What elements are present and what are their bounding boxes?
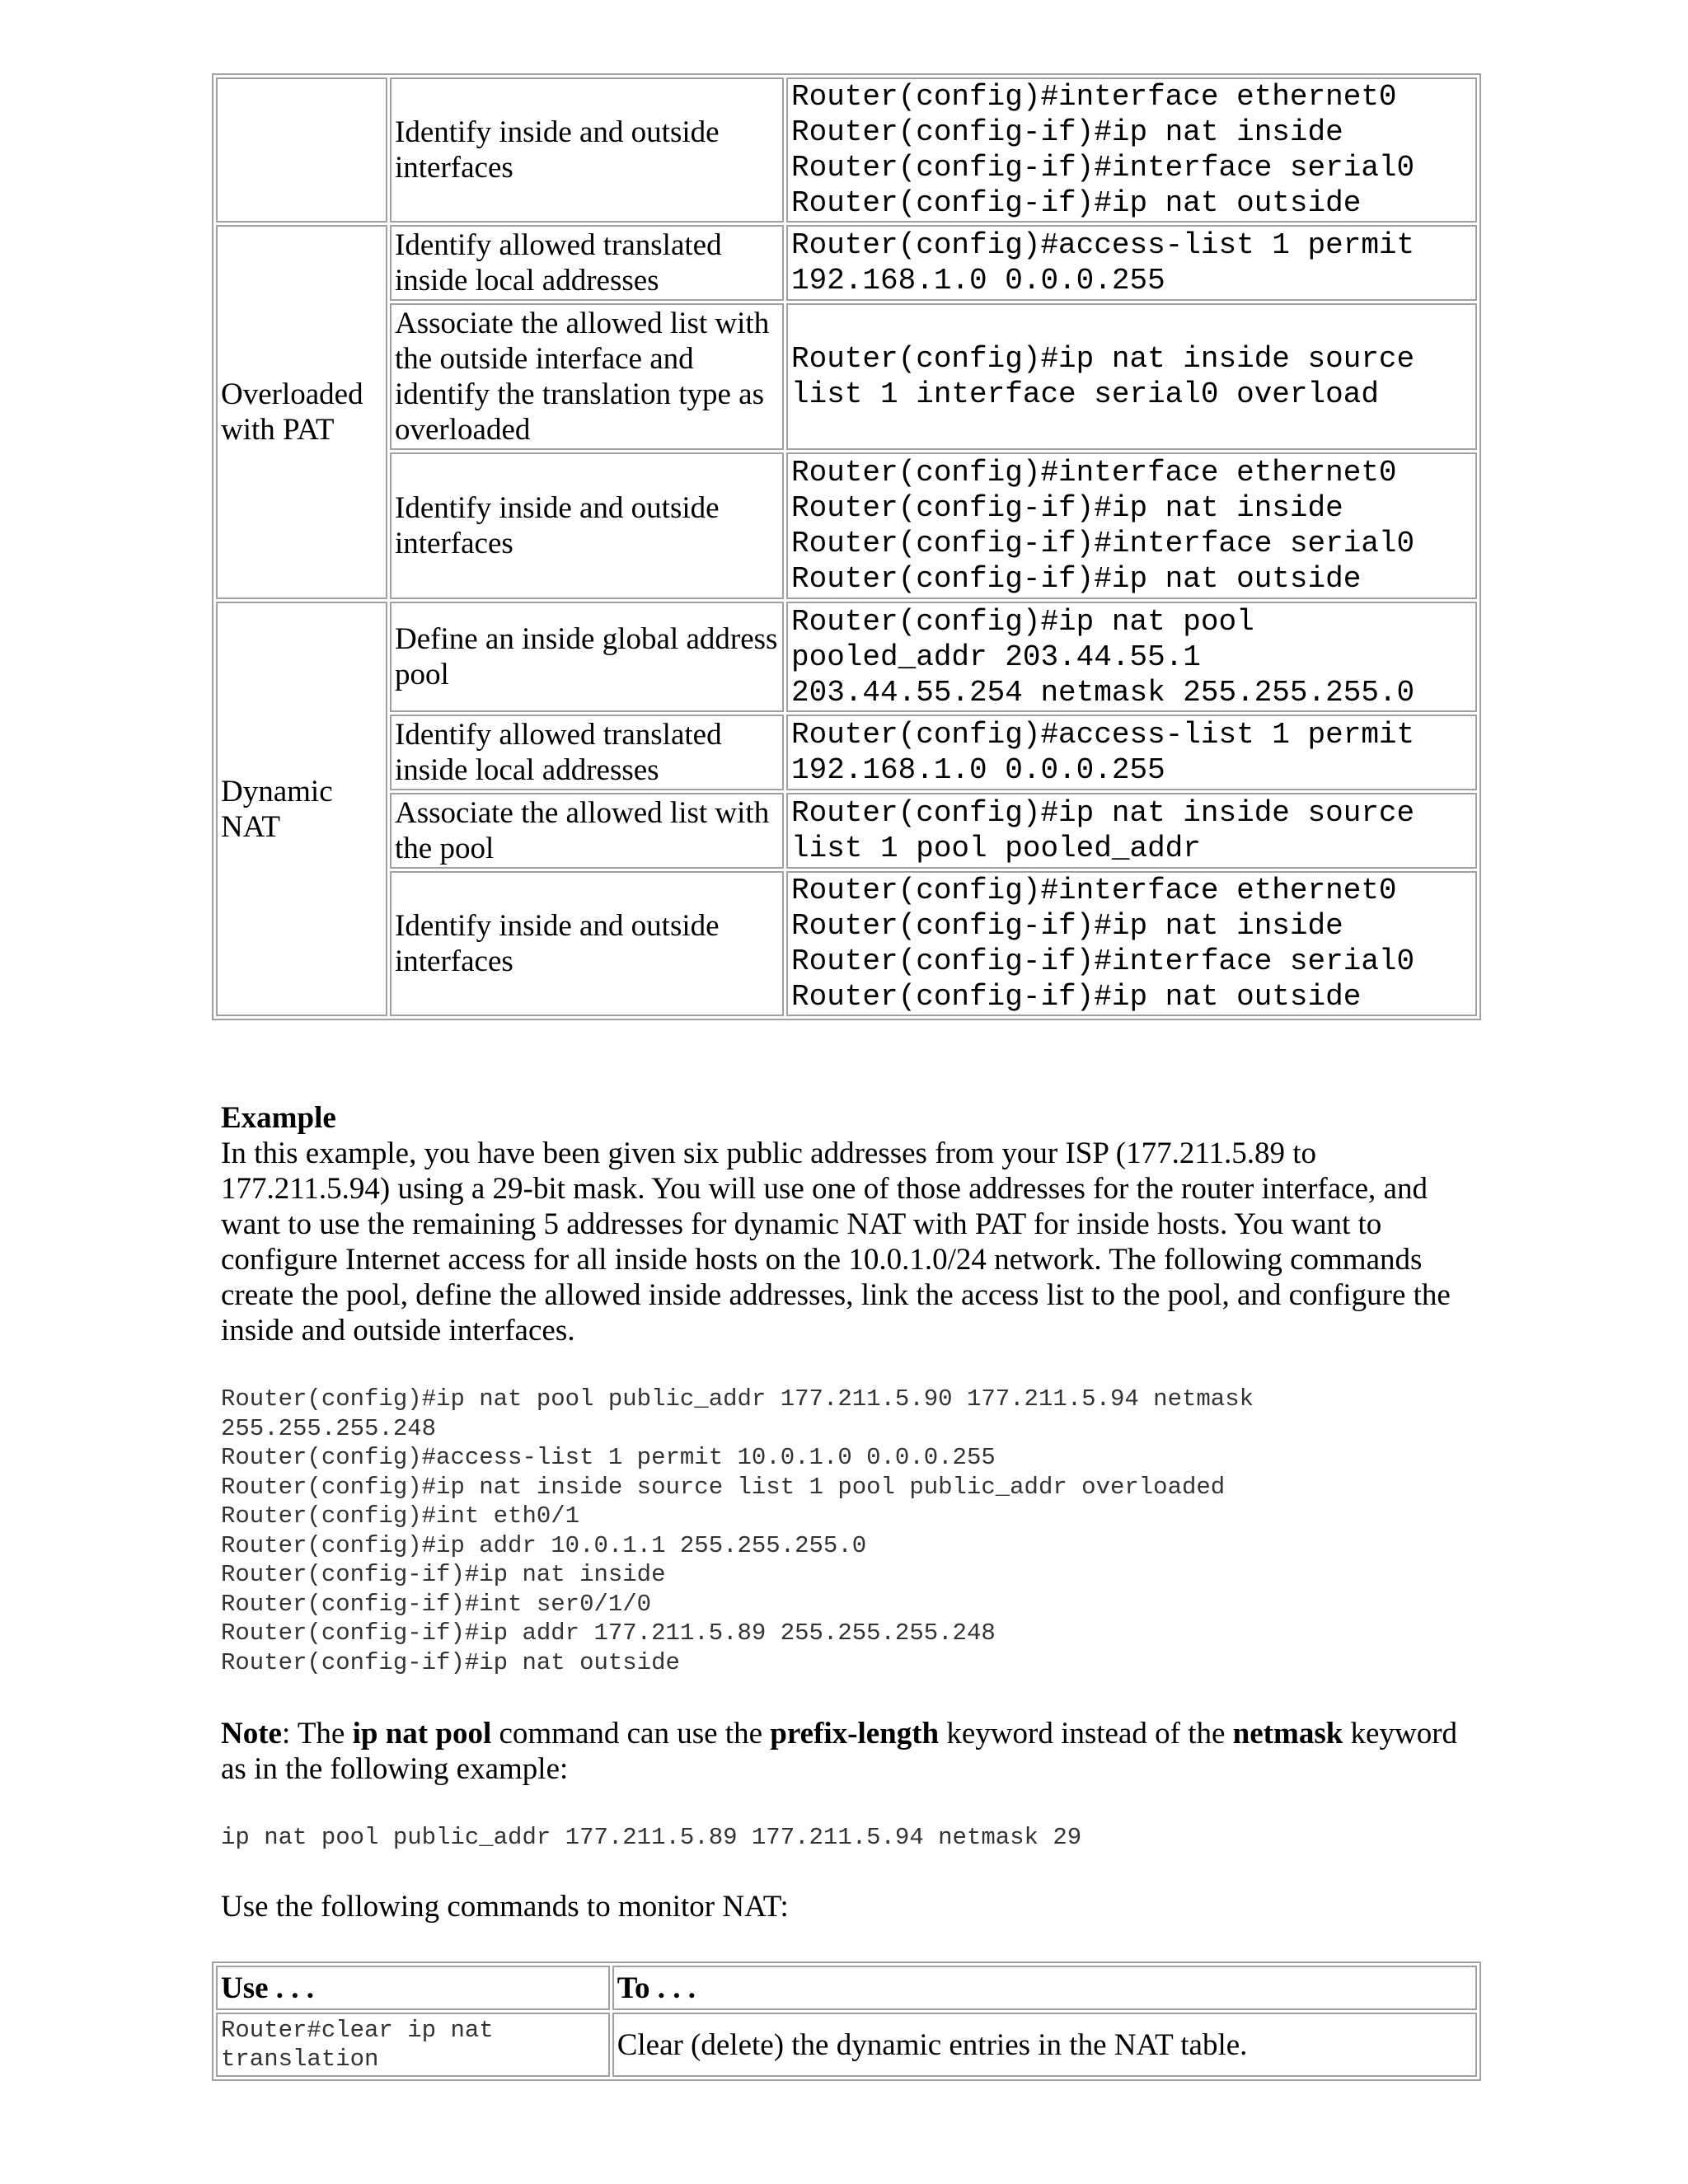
note-code-example: ip nat pool public_addr 177.211.5.89 177.211.5.94 netmask 29	[221, 1824, 1082, 1851]
command-cell	[786, 602, 1477, 712]
command-line: list 1 interface serial0 overload	[791, 377, 1379, 411]
command-line: 192.168.1.0 0.0.0.255	[791, 264, 1165, 298]
task-cell: Identify inside and outside interfaces	[390, 452, 784, 599]
note-text: command can use the	[491, 1717, 771, 1750]
column-header-to: To . . .	[612, 1966, 1477, 2010]
monitor-intro: Use the following commands to monitor NAT:	[221, 1890, 789, 1924]
command-line: Router(config)#ip nat inside source	[791, 796, 1415, 830]
command-line: Router(config-if)#ip nat inside	[791, 909, 1343, 943]
table-row	[216, 2013, 1477, 2077]
task-cell: Identify allowed translated inside local addresses	[390, 225, 784, 301]
note-keyword: netmask	[1232, 1717, 1343, 1750]
task-cell: Associate the allowed list with the pool	[390, 793, 784, 869]
table-row	[216, 871, 1477, 1016]
command-line: Router(config-if)#ip nat outside	[791, 562, 1362, 596]
description-cell: Clear (delete) the dynamic entries in the NAT table.	[612, 2013, 1477, 2077]
task-cell: Define an inside global address pool	[390, 602, 784, 712]
column-header-use: Use . . .	[216, 1966, 610, 2010]
table-row	[216, 77, 1477, 223]
monitor-table	[212, 1961, 1481, 2081]
command-line: Router(config)#interface ethernet0	[791, 456, 1397, 490]
command-line: Router(config-if)#interface serial0	[791, 527, 1415, 560]
nat-type-cell: Overloaded with PAT	[216, 225, 387, 599]
table-row	[216, 715, 1477, 790]
task-cell: Identify inside and outside interfaces	[390, 77, 784, 223]
table-row	[216, 793, 1477, 869]
command-cell	[786, 225, 1477, 301]
example-paragraph: In this example, you have been given six public addresses from your ISP (177.211.5.89 to 177.211.5.94) using a 29-bit mask. You will use one of those addresses for the router interface, and want to use the remaining 5 addresses for dynamic NAT with PAT for inside hosts. You want to configure Internet access for all inside hosts on the 10.0.1.0/24 network. The following commands create the pool, define the allowed inside addresses, link the access list to the pool, and configure the inside and outside interfaces.	[221, 1137, 1451, 1347]
note-paragraph	[221, 1716, 1482, 1787]
command-cell	[786, 793, 1477, 869]
command-line: 192.168.1.0 0.0.0.255	[791, 753, 1165, 787]
table-row	[216, 303, 1477, 450]
note-keyword: prefix-length	[770, 1717, 940, 1750]
nat-type-cell	[216, 77, 387, 223]
command-line: Router(config-if)#ip nat outside	[791, 186, 1362, 220]
table-row	[216, 602, 1477, 712]
note-text: : The	[281, 1717, 353, 1750]
table-row	[216, 452, 1477, 599]
task-cell: Identify inside and outside interfaces	[390, 871, 784, 1016]
command-line: list 1 pool pooled_addr	[791, 832, 1201, 865]
table-header-row	[216, 1966, 1477, 2010]
command-cell	[786, 77, 1477, 223]
task-cell: Associate the allowed list with the outside interface and identify the translation type as overloaded	[390, 303, 784, 450]
command-line: Router(config)#access-list 1 permit	[791, 718, 1415, 752]
command-line: Router(config-if)#ip nat inside	[791, 115, 1343, 149]
task-cell: Identify allowed translated inside local addresses	[390, 715, 784, 790]
command-cell	[786, 715, 1477, 790]
command-line: 203.44.55.254 netmask 255.255.255.0	[791, 675, 1415, 710]
note-keyword: ip nat pool	[352, 1717, 492, 1750]
command-line: Router(config-if)#ip nat outside	[791, 980, 1362, 1014]
note-text: keyword as in the following example:	[221, 1717, 1458, 1786]
command-line: pooled_addr 203.44.55.1	[791, 640, 1201, 674]
command-line: Router(config)#interface ethernet0	[791, 874, 1397, 907]
command-cell	[786, 303, 1477, 450]
command-cell	[786, 452, 1477, 599]
nat-type-cell: Dynamic NAT	[216, 602, 387, 1016]
command-line: Router(config)#interface ethernet0	[791, 80, 1397, 114]
command-line: Router(config-if)#interface serial0	[791, 944, 1415, 978]
command-cell: Router#clear ip nat translation	[216, 2013, 610, 2077]
command-line: Router(config)#ip nat pool	[791, 604, 1254, 639]
command-line: Router(config-if)#ip nat inside	[791, 491, 1343, 525]
nat-config-table	[212, 73, 1481, 1020]
command-cell	[786, 871, 1477, 1016]
example-code-block: Router(config)#ip nat pool public_addr 177.211.5.90 177.211.5.94 netmask 255.255.255.248 Router(config)#access-list 1 permit 10.0.1.0 0.0.0.255 Router(config)#ip nat inside source list 1 pool public_addr overloaded Router(config)#int eth0/1 Router(config)#ip addr 10.0.1.1 255.255.255.0 Router(config-if)#ip nat inside Router(config-if)#int ser0/1/0 Router(config-if)#ip addr 177.211.5.89 255.255.255.248 Router(config-if)#ip nat outside	[221, 1385, 1254, 1676]
example-heading: Example	[221, 1101, 336, 1135]
command-line: Router(config-if)#interface serial0	[791, 151, 1415, 185]
note-label: Note	[221, 1717, 282, 1750]
note-text: keyword instead of the	[939, 1717, 1233, 1750]
command-line: Router(config)#access-list 1 permit	[791, 228, 1415, 262]
table-row	[216, 225, 1477, 301]
command-line: Router(config)#ip nat inside source	[791, 342, 1415, 376]
